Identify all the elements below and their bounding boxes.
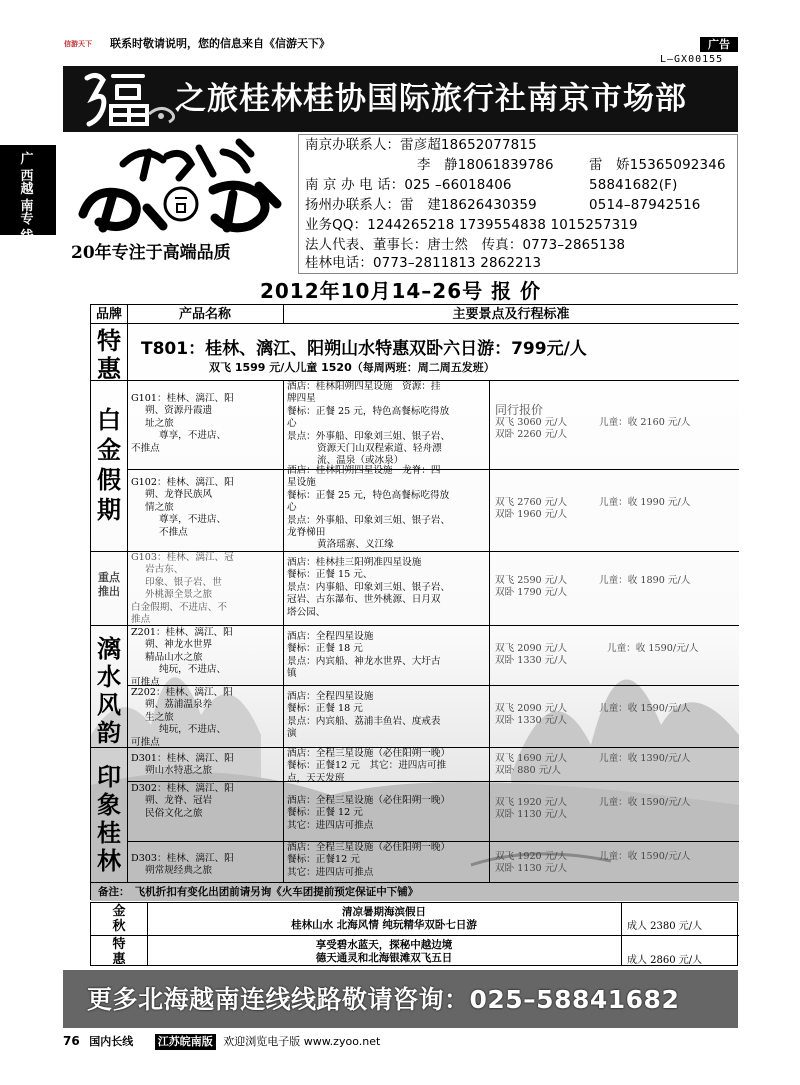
slogan: 20年专注于高端品质 (71, 243, 231, 263)
product-line: 白金假期、不进店、不 (131, 601, 227, 613)
detail-line: 餐标：正餐 25 元，特色高餐标吃得放 (287, 405, 450, 417)
extra-offers (90, 902, 738, 966)
brand-platinum (91, 405, 127, 525)
price-flight: 双飞 2760 元/人 (495, 497, 568, 508)
prices-z201 (495, 643, 567, 668)
detail-line: 其它：进四店可推点 (287, 866, 374, 878)
prices-z202 (495, 703, 567, 728)
side-tab-text-1: 广西 (20, 152, 34, 184)
product-line: 纯玩，不进店、 (159, 664, 227, 676)
brand-featured (91, 571, 127, 599)
price-flight: 双飞 2590 元/人 (495, 575, 568, 586)
source-note: 联系时敬请说明，您的信息来自《信游天下》 (110, 37, 330, 50)
detail-line: 酒店：全程四星设施 (287, 691, 374, 702)
brand-lijiang-text: 漓水风韵 (97, 634, 121, 747)
product-line: 朔常规经典之旅 (145, 865, 213, 877)
page-number: 76 (63, 1034, 80, 1048)
price-flight: 双飞 2090 元/人 (495, 643, 568, 654)
detail-line: 餐标：正餐 18 元 (287, 643, 363, 655)
product-d301 (131, 753, 234, 778)
detail-line: 餐标：正餐12 元 其它：进四店可推 (287, 760, 447, 772)
detail-line: 餐标：正餐 12 元 (287, 807, 363, 819)
product-line: 朔山水特惠之旅 (145, 765, 213, 777)
brand-featured-text: 重点推出 (98, 571, 120, 598)
detail-line: 牌四星 (287, 393, 316, 405)
product-line: G102：桂林、漓江、阳 (131, 477, 234, 488)
detail-line: 景点：外事船、印象刘三姐、银子岩、 (287, 430, 451, 442)
detail-line: 景点：外事船、印象刘三姐、银子岩、 (287, 514, 451, 526)
detail-line: 点，天天发班 (287, 772, 345, 784)
brush-logo-icon (63, 134, 295, 238)
product-line: 不推点 (131, 442, 160, 454)
product-g101 (131, 393, 234, 455)
grid-line (91, 935, 739, 936)
product-line: 可推点 (131, 736, 160, 748)
detail-line: 酒店：桂林挂三阳朔准四星设施 (287, 557, 422, 568)
child-price-d302: 儿童：收 1590/元/人 (599, 797, 691, 808)
detail-g101 (287, 381, 450, 468)
contact-text: 南京办联系人：雷彦超18652077815 (305, 138, 537, 153)
header-brand: 品牌 (91, 305, 127, 324)
contact-text: 法人代表、董事长：唐士然 传真：0773–2865138 (305, 238, 626, 253)
detail-line: 餐标：正餐12 元 (287, 854, 360, 866)
detail-line: 塔公园、 (287, 606, 326, 618)
detail-line: 景点：内宾船、神龙水世界、大圩古 (287, 655, 441, 667)
product-line: 朔、龙脊民族风 (145, 489, 213, 501)
travel-logo (63, 134, 295, 274)
detail-g102 (287, 465, 450, 552)
price-sleeper: 双卧 1790 元/人 (495, 587, 568, 599)
detail-line: 流、温泉（或冰泉） (317, 455, 404, 467)
brand-impression (91, 763, 127, 875)
detail-d301 (287, 748, 450, 785)
price-sleeper: 双卧 1130 元/人 (495, 809, 568, 821)
prices-d303 (495, 851, 567, 876)
offer-line: 享受碧水蓝天，探秘中越边境 (315, 939, 453, 951)
prices-d302 (495, 797, 567, 822)
detail-line: 星设施 (287, 477, 316, 489)
product-d302 (131, 783, 234, 820)
detail-line: 其它：进四店可推点 (287, 819, 374, 831)
product-line: 址之旅 (145, 417, 174, 429)
detail-z202 (287, 691, 441, 741)
detail-line: 心 (287, 418, 297, 430)
product-line: 情之旅 (145, 501, 174, 513)
prices-g102 (495, 497, 567, 522)
detail-line: 资源天门山双程索道、轻舟漂 (317, 443, 442, 455)
detail-line: 酒店：全程三星设施（必住阳朔一晚） (287, 842, 451, 853)
detail-line: 景点：内事船、印象刘三姐、银子岩、 (287, 581, 451, 593)
side-category-tab (0, 145, 56, 244)
child-price-g103: 儿童：收 1890 元/人 (599, 575, 691, 586)
contact-text: 业务QQ：1244265218 1739554838 1015257319 (305, 218, 638, 233)
product-line: 朔、资源丹霞遗 (145, 405, 213, 417)
side-tab-text-2: 越南 (20, 182, 34, 214)
detail-line: 餐标：正餐 15 元、 (287, 569, 373, 581)
product-z201 (131, 627, 233, 689)
product-line: 纯玩，不进店、 (159, 724, 227, 736)
publisher-logo: 信游天下 (64, 40, 92, 48)
prices-d301 (495, 753, 567, 778)
contact-text: 李 静18061839786 (417, 158, 554, 173)
product-line: 民俗文化之旅 (145, 807, 203, 819)
price-sleeper: 双卧 1960 元/人 (495, 509, 568, 521)
prices-g103 (495, 575, 567, 600)
price-column-head: 同行报价 (495, 403, 544, 417)
detail-line: 酒店：全程三星设施（必住阳朔一晚） (287, 748, 451, 759)
product-z202 (131, 687, 233, 749)
product-line: 朔、荔浦温泉养 (145, 699, 213, 711)
price-sleeper: 双卧 1330 元/人 (495, 715, 568, 727)
ad-label: 广告 (700, 37, 738, 52)
price-sleeper: 双卧 1330 元/人 (495, 655, 568, 667)
product-line: Z201：桂林、漓江、阳 (131, 627, 233, 638)
price-flight: 双飞 1920 元/人 (495, 851, 568, 862)
detail-line: 景点：内宾船、荔浦丰鱼岩、度戒表 (287, 715, 441, 727)
fu-calligraphy-icon (73, 68, 183, 130)
offer-special-price: 成人 2860 元/人 (627, 955, 703, 966)
product-line: G103：桂林、漓江、冠 (131, 552, 234, 563)
product-line: D302：桂林、漓江、阳 (131, 783, 234, 794)
detail-line: 龙脊梯田 (287, 527, 326, 539)
offer-special-brand (91, 937, 147, 967)
top-strip (0, 36, 800, 52)
brand-impression-text: 印象桂林 (97, 762, 121, 875)
detail-line: 酒店：桂林阳朔四星设施 龙脊：四 (287, 465, 441, 476)
detail-line: 冠岩、古东瀑布、世外桃源、日月双 (287, 594, 441, 606)
offer-line: 桂林山水 北海风情 纯玩精华双卧七日游 (291, 919, 477, 931)
detail-line: 餐标：正餐 25 元，特色高餐标吃得放 (287, 489, 450, 501)
header-details: 主要景点及行程标准 (283, 305, 739, 324)
child-price-z202: 儿童：收 1590/元/人 (599, 703, 691, 714)
offer-autumn-brand-text: 金秋 (112, 904, 126, 934)
product-line: D301：桂林、漓江、阳 (131, 753, 234, 764)
product-line: 岩古东、 (145, 564, 184, 576)
ad-code: L—GX00155 (660, 54, 724, 65)
detail-z201 (287, 631, 441, 681)
detail-d303 (287, 842, 450, 879)
product-line: 印象、银子岩、世 (145, 576, 222, 588)
detail-line: 黄洛瑶寨、义江缘 (317, 539, 394, 551)
product-line: 朔、神龙水世界 (145, 639, 213, 651)
detail-g103 (287, 557, 450, 619)
price-table (90, 304, 738, 900)
side-tab-text-3: 专线 (20, 212, 34, 244)
contact-info (298, 134, 738, 274)
product-line: 可推点 (131, 676, 160, 688)
header-banner (63, 66, 738, 132)
detail-line: 酒店：全程三星设施（必住阳朔一晚） (287, 795, 451, 806)
grid-line (283, 305, 284, 324)
offer-autumn-brand (91, 904, 147, 934)
edition-badge: 江苏皖南版 (155, 1034, 216, 1050)
detail-line: 心 (287, 502, 297, 514)
price-flight: 双飞 2090 元/人 (495, 703, 568, 714)
website-link[interactable]: 欢迎浏览电子版 www.zyoo.net (223, 1035, 381, 1048)
product-line: 朔、龙脊、冠岩 (145, 795, 213, 807)
table-note: 备注： 飞机折扣有变化出团前请另询《火车团提前预定保证中下铺》 (90, 882, 738, 901)
agency-title: 之旅桂林桂协国际旅行社南京市场部 (175, 81, 687, 117)
product-line: 尊享，不进店、 (159, 430, 227, 442)
brand-special (91, 327, 127, 383)
child-price-g102: 儿童：收 1990 元/人 (599, 497, 691, 508)
quote-title: 2012年10月14–26号 报 价 (259, 279, 542, 303)
product-g102 (131, 477, 234, 539)
child-price-z201: 儿童：收 1590/元/人 (607, 643, 699, 654)
product-line: 生之旅 (145, 711, 174, 723)
offer-autumn-price: 成人 2380 元/人 (627, 921, 703, 932)
price-sleeper: 双卧 880 元/人 (495, 765, 562, 777)
child-price-g101: 儿童：收 2160 元/人 (599, 417, 691, 428)
hotline-text: 更多北海越南连线线路敬请咨询：025–58841682 (87, 985, 680, 1014)
product-line: 尊享，不进店、 (159, 514, 227, 526)
product-line: 外桃源全景之旅 (145, 589, 213, 601)
page-footer (63, 1033, 380, 1049)
detail-line: 演 (287, 728, 297, 740)
detail-line: 餐标：正餐 18 元 (287, 703, 363, 715)
contact-text: 雷 娇15365092346 (589, 158, 726, 173)
product-g103 (131, 552, 234, 626)
product-line: G101：桂林、漓江、阳 (131, 393, 234, 404)
brand-lijiang (91, 635, 127, 747)
price-flight: 双飞 1920 元/人 (495, 797, 568, 808)
offer-line: 清凉暑期海滨假日 (342, 906, 426, 918)
child-price-d301: 儿童：收 1390/元/人 (599, 753, 691, 764)
price-flight: 双飞 3060 元/人 (495, 417, 568, 428)
product-line: D303：桂林、漓江、阳 (131, 853, 234, 864)
product-d303 (131, 853, 234, 878)
contact-text: 南 京 办 电 话：025 –66018406 (305, 178, 512, 193)
offer-special-text (147, 939, 621, 965)
offer-line: 德天通灵和北海银滩双飞五日 (315, 952, 453, 964)
contact-text: 0514–87942516 (589, 198, 701, 213)
grid-line (283, 380, 284, 883)
product-line: Z202：桂林、漓江、阳 (131, 687, 233, 698)
brand-platinum-text: 白金假期 (97, 405, 121, 524)
price-sleeper: 双卧 1130 元/人 (495, 863, 568, 875)
product-line: 不推点 (159, 526, 188, 538)
prices-g101 (495, 417, 567, 442)
detail-line: 酒店：桂林阳朔四星设施 资源：挂 (287, 381, 441, 392)
product-line: 精品山水之旅 (145, 651, 203, 663)
contact-text: 桂林电话：0773–2811813 2862213 (305, 256, 542, 271)
grid-line (127, 305, 128, 883)
hotline-banner (63, 970, 738, 1028)
t801-title: T801：桂林、漓江、阳朔山水特惠双卧六日游：799元/人 (141, 339, 587, 359)
grid-line (489, 380, 490, 883)
offer-special-brand-text: 特惠 (112, 937, 126, 967)
price-sleeper: 双卧 2260 元/人 (495, 429, 568, 441)
offer-autumn-text (147, 906, 621, 932)
section-name: 国内长线 (89, 1035, 134, 1048)
detail-d302 (287, 795, 450, 832)
detail-line: 镇 (287, 668, 297, 680)
detail-line: 酒店：全程四星设施 (287, 631, 374, 642)
product-line: 推点 (131, 614, 151, 626)
contact-text: 58841682(F) (589, 178, 678, 193)
brand-special-text: 特惠 (97, 326, 121, 383)
contact-text: 扬州办联系人：雷 建18626430359 (305, 198, 537, 213)
grid-line (621, 903, 622, 965)
t801-subtitle: 双飞 1599 元/人儿童 1520（每周两班：周二周五发班） (209, 361, 495, 374)
header-product: 产品名称 (127, 305, 283, 324)
child-price-d303: 儿童：收 1590/元/人 (599, 851, 691, 862)
price-flight: 双飞 1690 元/人 (495, 753, 568, 764)
